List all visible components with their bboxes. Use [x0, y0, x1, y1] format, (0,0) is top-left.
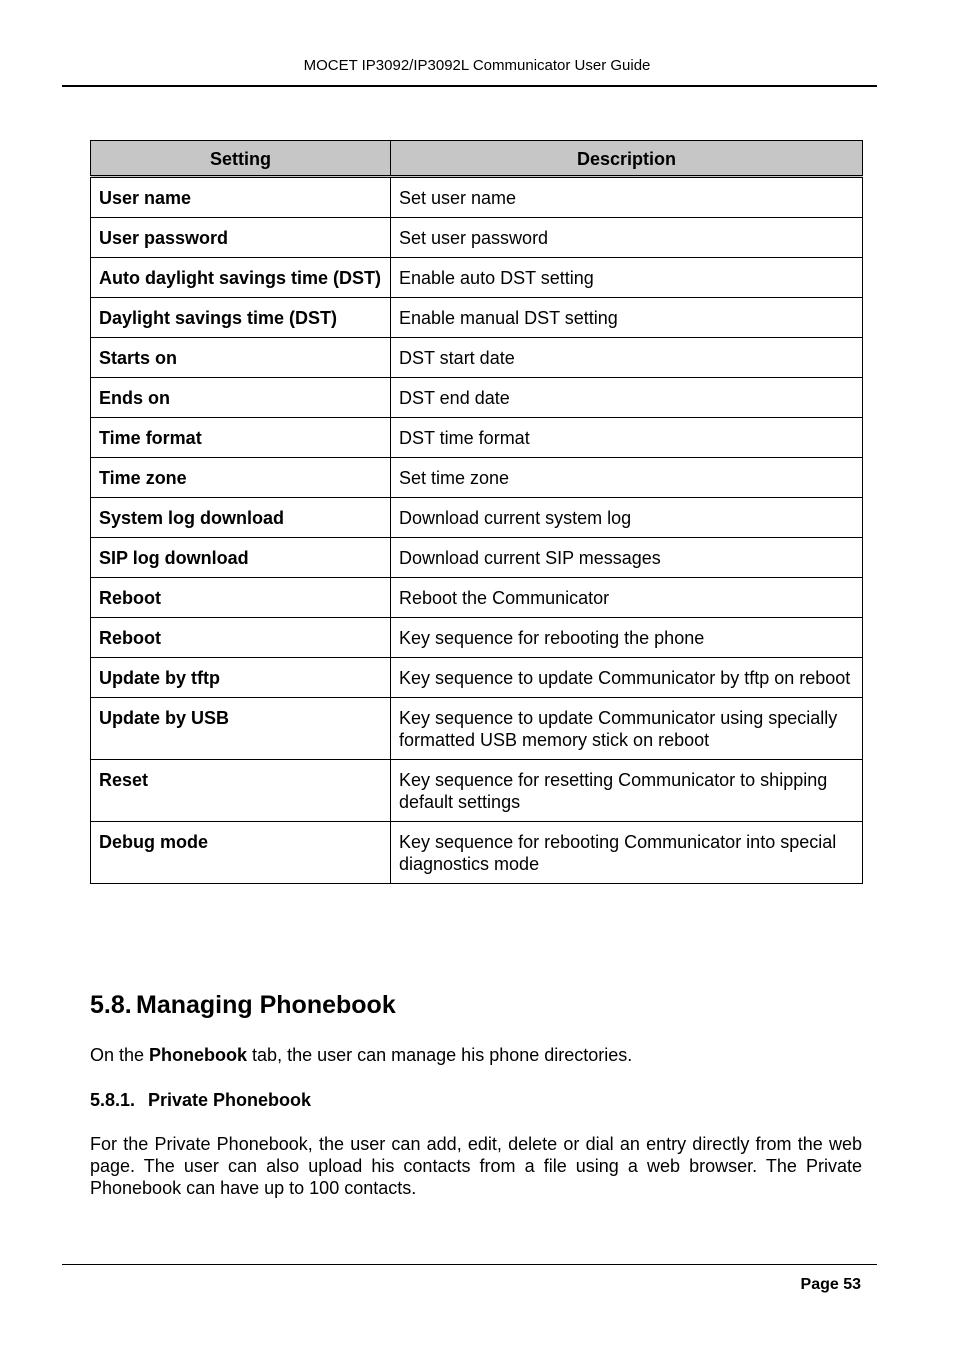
- column-header-setting: Setting: [91, 141, 391, 177]
- section-heading: [90, 991, 396, 1020]
- setting-name-cell: Update by tftp: [91, 658, 391, 698]
- table-row: [91, 418, 863, 458]
- table-row: [91, 698, 863, 760]
- table-row: [91, 218, 863, 258]
- setting-description-cell: Key sequence to update Communicator by tftp on reboot: [391, 658, 863, 698]
- subsection-number: 5.8.1.: [90, 1090, 136, 1110]
- setting-name-cell: Auto daylight savings time (DST): [91, 258, 391, 298]
- subsection-body-paragraph: For the Private Phonebook, the user can add, edit, delete or dial an entry directly from the web page. The user can also upload his contacts from a file using a web browser. The Private Phonebook can have up to 100 contacts.: [90, 1134, 862, 1198]
- document-header-title: MOCET IP3092/IP3092L Communicator User Guide: [303, 57, 651, 74]
- setting-name-cell: Reset: [91, 760, 391, 822]
- setting-name-cell: User password: [91, 218, 391, 258]
- table-row: [91, 177, 863, 218]
- setting-description-cell: Enable auto DST setting: [391, 258, 863, 298]
- table-row: [91, 578, 863, 618]
- header-divider: [62, 85, 877, 87]
- setting-name-cell: Ends on: [91, 378, 391, 418]
- setting-name-cell: Reboot: [91, 578, 391, 618]
- intro-text-before: On the: [90, 1045, 150, 1065]
- setting-description-cell: Download current system log: [391, 498, 863, 538]
- section-number: 5.8.: [90, 991, 132, 1019]
- setting-description-cell: DST start date: [391, 338, 863, 378]
- table-row: [91, 822, 863, 884]
- setting-name-cell: Time zone: [91, 458, 391, 498]
- setting-description-cell: Set user password: [391, 218, 863, 258]
- setting-description-cell: Key sequence for rebooting the phone: [391, 618, 863, 658]
- setting-name-cell: System log download: [91, 498, 391, 538]
- table-row: [91, 458, 863, 498]
- setting-name-cell: Update by USB: [91, 698, 391, 760]
- table-header-row: [91, 141, 863, 177]
- section-title: Managing Phonebook: [136, 991, 396, 1019]
- setting-description-cell: Reboot the Communicator: [391, 578, 863, 618]
- intro-text-bold: Phonebook: [149, 1045, 248, 1065]
- column-header-description: Description: [391, 141, 863, 177]
- setting-description-cell: Key sequence for resetting Communicator to shipping default settings: [391, 760, 863, 822]
- setting-description-cell: Set user name: [391, 177, 863, 218]
- setting-name-cell: Starts on: [91, 338, 391, 378]
- table-row: [91, 760, 863, 822]
- table-row: [91, 298, 863, 338]
- table-row: [91, 378, 863, 418]
- setting-description-cell: DST end date: [391, 378, 863, 418]
- footer-divider: [62, 1264, 877, 1265]
- table-row: [91, 498, 863, 538]
- setting-description-cell: DST time format: [391, 418, 863, 458]
- setting-description-cell: Download current SIP messages: [391, 538, 863, 578]
- table-row: [91, 258, 863, 298]
- table-row: [91, 618, 863, 658]
- setting-name-cell: Daylight savings time (DST): [91, 298, 391, 338]
- section-intro-paragraph: [90, 1044, 862, 1066]
- table-row: [91, 658, 863, 698]
- subsection-heading: [90, 1090, 311, 1111]
- setting-description-cell: Key sequence for rebooting Communicator into special diagnostics mode: [391, 822, 863, 884]
- setting-description-cell: Set time zone: [391, 458, 863, 498]
- subsection-title: Private Phonebook: [148, 1090, 312, 1110]
- intro-text-after: tab, the user can manage his phone directories.: [247, 1045, 633, 1065]
- setting-name-cell: User name: [91, 177, 391, 218]
- table-row: [91, 538, 863, 578]
- page-number: Page 53: [800, 1276, 861, 1293]
- setting-name-cell: Debug mode: [91, 822, 391, 884]
- setting-name-cell: SIP log download: [91, 538, 391, 578]
- setting-name-cell: Time format: [91, 418, 391, 458]
- setting-name-cell: Reboot: [91, 618, 391, 658]
- setting-description-cell: Key sequence to update Communicator using specially formatted USB memory stick on reboot: [391, 698, 863, 760]
- setting-description-cell: Enable manual DST setting: [391, 298, 863, 338]
- table-row: [91, 338, 863, 378]
- settings-table: [90, 140, 863, 884]
